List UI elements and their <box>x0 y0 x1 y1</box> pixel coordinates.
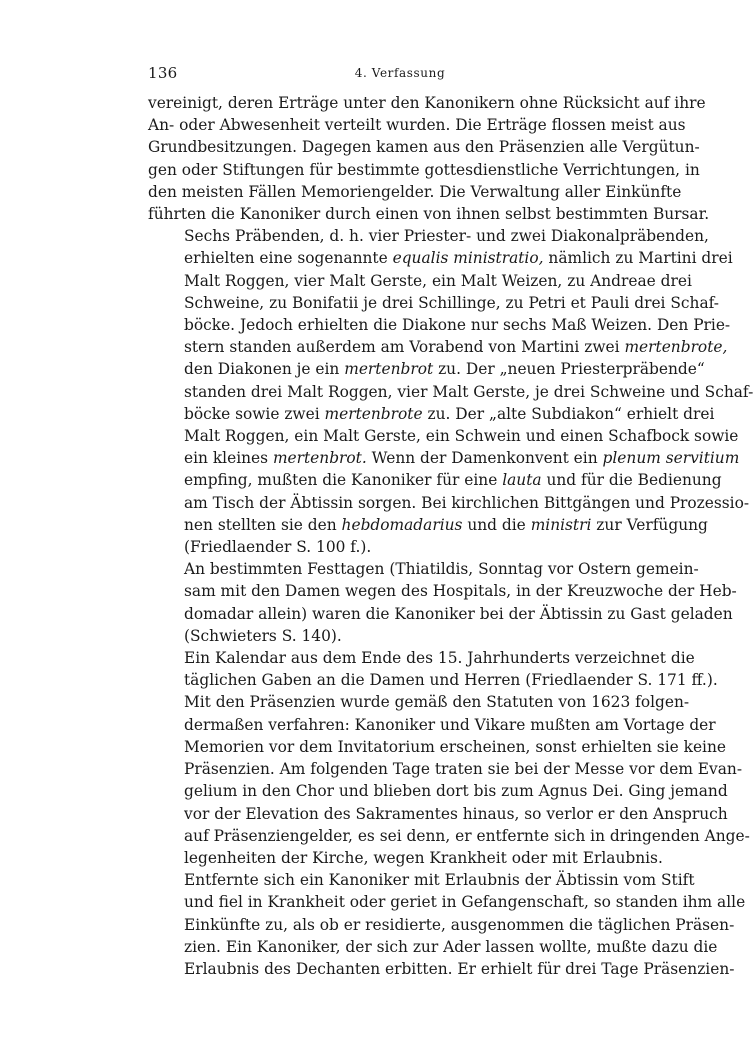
italic-term: plenum servitium <box>602 449 740 468</box>
text-line <box>148 714 716 736</box>
text-line <box>148 203 710 225</box>
paragraph <box>148 869 746 980</box>
text-line <box>148 580 737 602</box>
text-line <box>148 536 656 558</box>
text-run: Wenn der Damenkonvent ein <box>366 449 603 468</box>
text-line <box>148 469 722 491</box>
text-line <box>148 314 731 336</box>
text-run: den Diakonen je ein <box>184 360 345 379</box>
paragraph <box>148 92 710 225</box>
text-run: am Tisch der Äbtissin sorgen. Bei kirchlichen Bittgängen und Prozessio- <box>184 493 750 512</box>
text-run: zu. Der „alte Subdiakon“ erhielt drei <box>422 404 715 423</box>
text-run: erhielten eine sogenannte <box>184 249 393 268</box>
text-run: standen drei Malt Roggen, vier Malt Gerste, je drei Schweine und Schaf- <box>184 382 753 401</box>
italic-term: ministri <box>530 515 592 534</box>
text-run: Grundbesitzungen. Dagegen kamen aus den Präsenzien alle Vergütun- <box>148 138 700 157</box>
text-run: und fiel in Krankheit oder geriet in Gefangenschaft, so standen ihm alle <box>184 893 746 912</box>
text-line <box>148 603 733 625</box>
text-run: ein kleines <box>184 449 273 468</box>
text-line <box>148 825 750 847</box>
text-run: dermaßen verfahren: Kanoniker und Vikare mußten am Vortage der <box>184 715 716 734</box>
text-line <box>148 847 663 869</box>
text-line <box>148 736 726 758</box>
text-run: und die <box>462 515 531 534</box>
text-run: böcke. Jedoch erhielten die Diakone nur sechs Maß Weizen. Den Prie- <box>184 316 731 335</box>
text-line <box>148 803 728 825</box>
text-run: domadar allein) waren die Kanoniker bei der Äbtissin zu Gast geladen <box>184 604 733 623</box>
text-run: sam mit den Damen wegen des Hospitals, in der Kreuzwoche der Heb- <box>184 582 737 601</box>
page-number: 136 <box>148 64 178 82</box>
paragraph <box>148 691 750 869</box>
text-run: täglichen Gaben an die Damen und Herren (Friedlaender S. 171 ff.). <box>184 671 718 690</box>
text-run: Präsenzien. Am folgenden Tage traten sie bei der Messe vor dem Evan- <box>184 760 743 779</box>
text-line <box>148 114 686 136</box>
text-run: Einkünfte zu, als ob er residierte, ausgenommen die täglichen Präsen- <box>184 915 735 934</box>
text-run: und für die Bedienung <box>541 471 722 490</box>
text-run: legenheiten der Kirche, wegen Krankheit oder mit Erlaubnis. <box>184 848 663 867</box>
text-run: zien. Ein Kanoniker, der sich zur Ader lassen wollte, mußte dazu die <box>184 937 718 956</box>
text-run: den meisten Fällen Memoriengelder. Die Verwaltung aller Einkünfte <box>148 182 682 201</box>
text-run: vereinigt, deren Erträge unter den Kanonikern ohne Rücksicht auf ihre <box>148 94 706 112</box>
running-head: 4. Verfassung <box>354 66 446 80</box>
text-line <box>148 691 690 713</box>
text-line <box>148 225 709 247</box>
text-line <box>148 558 699 580</box>
italic-term: hebdomadarius <box>341 515 463 534</box>
text-run: vor der Elevation des Sakramentes hinaus, so verlor er den Anspruch <box>184 804 728 823</box>
text-run: An- oder Abwesenheit verteilt wurden. Die Erträge flossen meist aus <box>148 116 686 135</box>
text-line <box>148 336 728 358</box>
italic-term: mertenbrote, <box>624 338 728 357</box>
text-line <box>148 425 739 447</box>
text-line <box>148 403 715 425</box>
text-run: Sechs Präbenden, d. h. vier Priester- und zwei Diakonalpräbenden, <box>184 227 709 246</box>
paragraph <box>148 647 718 691</box>
text-run: führten die Kanoniker durch einen von ihnen selbst bestimmten Bursar. <box>148 205 710 224</box>
text-line <box>148 958 735 980</box>
text-run: zur Verfügung <box>591 515 708 534</box>
text-run: böcke sowie zwei <box>184 404 325 423</box>
paragraph <box>148 225 753 558</box>
paragraph <box>148 558 737 647</box>
text-line <box>148 381 753 403</box>
italic-term: mertenbrote <box>324 404 423 423</box>
text-line <box>148 270 692 292</box>
text-run: auf Präsenziengelder, es sei denn, er entfernte sich in dringenden Ange- <box>184 826 750 845</box>
text-line <box>148 891 746 913</box>
text-line <box>148 780 728 802</box>
italic-term: lauta <box>502 471 542 490</box>
text-run: stern standen außerdem am Vorabend von Martini zwei <box>184 338 625 357</box>
text-line <box>148 647 695 669</box>
text-line <box>148 669 718 691</box>
text-line <box>148 492 750 514</box>
text-run: Erlaubnis des Dechanten erbitten. Er erhielt für drei Tage Präsenzien- <box>184 959 735 978</box>
text-run: empfing, mußten die Kanoniker für eine <box>184 471 503 490</box>
text-line <box>148 914 735 936</box>
body-text <box>148 92 753 980</box>
text-run: (Friedlaender S. 100 f.). <box>184 538 372 557</box>
text-run: gelium in den Chor und blieben dort bis zum Agnus Dei. Ging jemand <box>184 782 728 801</box>
italic-term: equalis ministratio, <box>392 249 544 268</box>
text-run: An bestimmten Festtagen (Thiatildis, Sonntag vor Ostern gemein- <box>184 560 699 579</box>
text-line <box>148 447 740 469</box>
text-line <box>148 181 682 203</box>
text-run: Schweine, zu Bonifatii je drei Schillinge, zu Petri et Pauli drei Schaf- <box>184 293 719 312</box>
text-line <box>148 159 700 181</box>
text-line <box>148 936 718 958</box>
text-line <box>148 758 743 780</box>
text-line <box>148 625 656 647</box>
text-line <box>148 292 719 314</box>
text-run: Ein Kalendar aus dem Ende des 15. Jahrhunderts verzeichnet die <box>184 649 695 668</box>
text-run: Mit den Präsenzien wurde gemäß den Statuten von 1623 folgen- <box>184 693 690 712</box>
text-run: Malt Roggen, ein Malt Gerste, ein Schwein und einen Schafbock sowie <box>184 427 739 446</box>
text-run: zu. Der „neuen Priesterpräbende“ <box>433 360 705 379</box>
italic-term: mertenbrot. <box>272 449 367 468</box>
text-run: (Schwieters S. 140). <box>184 626 342 645</box>
text-line <box>148 869 695 891</box>
text-run: Malt Roggen, vier Malt Gerste, ein Malt Weizen, zu Andreae drei <box>184 271 692 290</box>
text-run: Memorien vor dem Invitatorium erscheinen, sonst erhielten sie keine <box>184 737 726 756</box>
text-run: Entfernte sich ein Kanoniker mit Erlaubnis der Äbtissin vom Stift <box>184 871 695 890</box>
text-run: nämlich zu Martini drei <box>543 249 733 268</box>
text-line <box>148 358 705 380</box>
text-line <box>148 247 733 269</box>
text-run: gen oder Stiftungen für bestimmte gottesdienstliche Verrichtungen, in <box>148 160 700 179</box>
text-line <box>148 136 700 158</box>
italic-term: mertenbrot <box>344 360 434 379</box>
text-run: nen stellten sie den <box>184 515 342 534</box>
page-header <box>148 64 652 86</box>
text-line <box>148 514 708 536</box>
text-line <box>148 92 706 114</box>
